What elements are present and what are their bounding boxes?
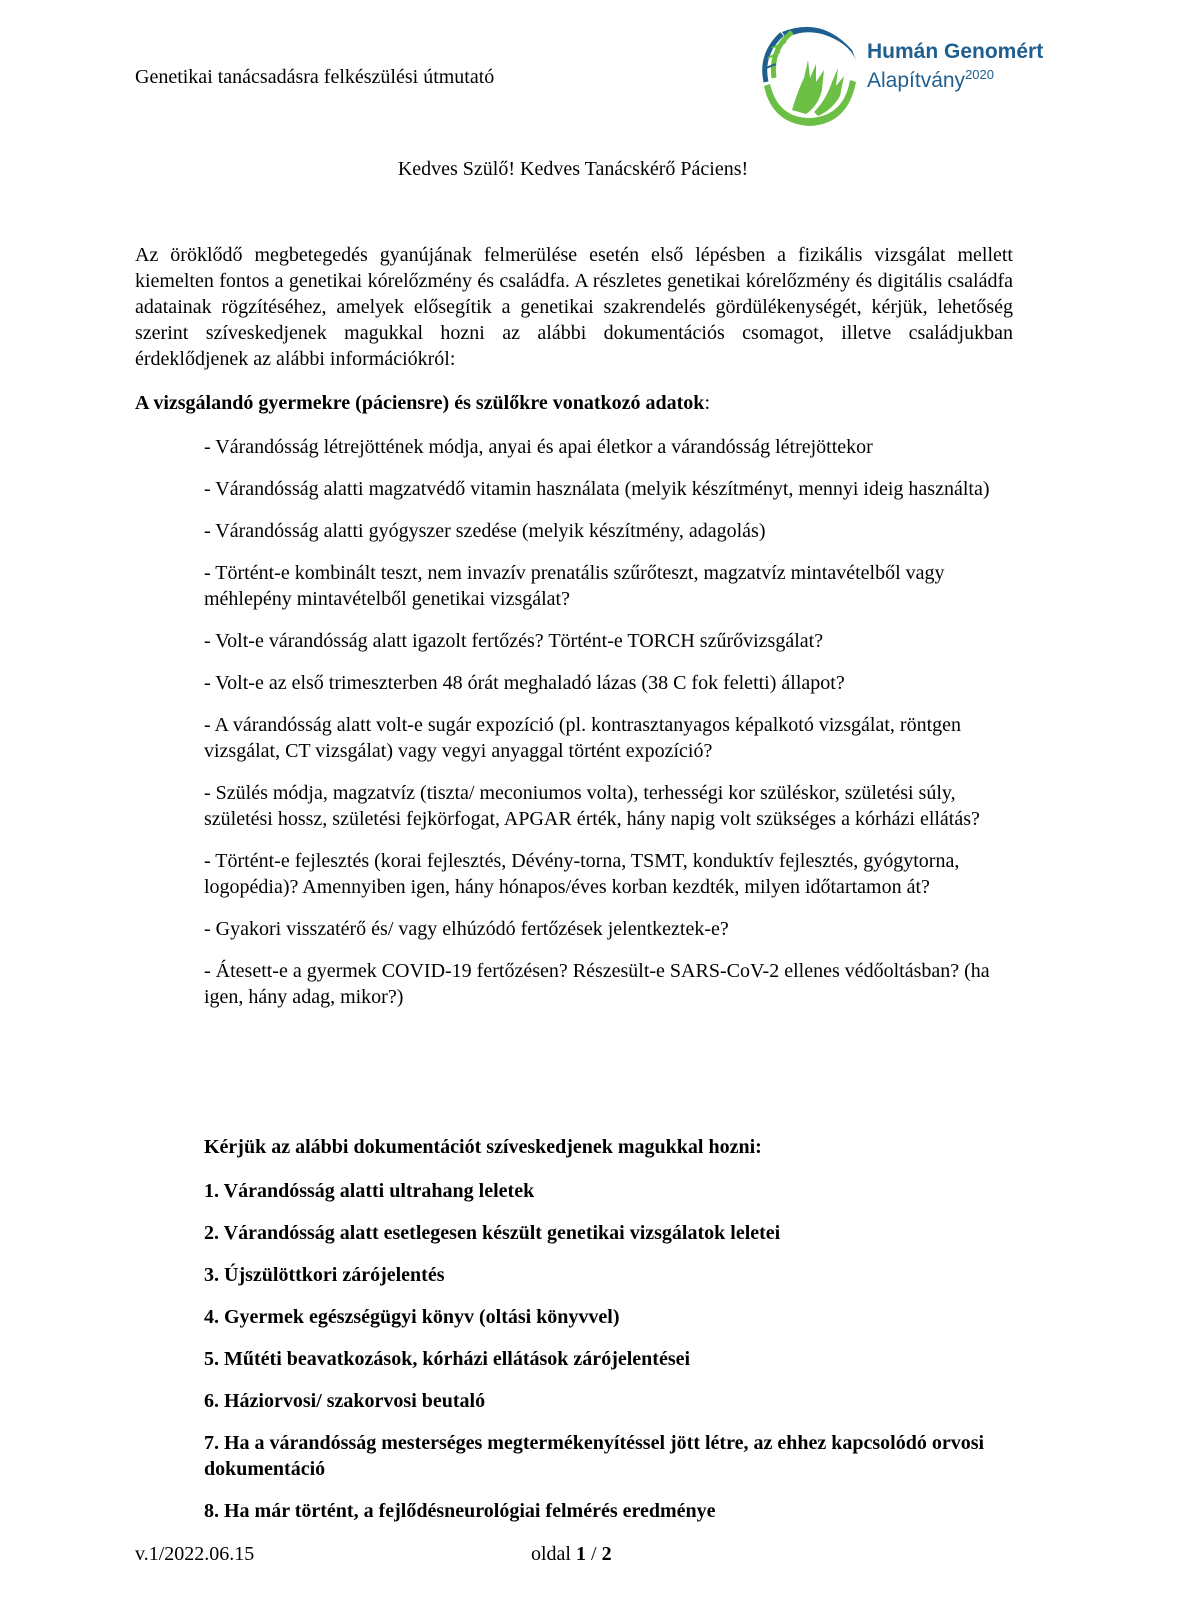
document-item: 6. Háziorvosi/ szakorvosi beutaló	[204, 1390, 486, 1412]
question-list	[204, 434, 1024, 1026]
question-item: - Gyakori visszatérő és/ vagy elhúzódó fertőzések jelentkeztek-e?	[204, 918, 729, 940]
footer-version: v.1/2022.06.15	[135, 1543, 255, 1565]
question-item: - Volt-e várandósság alatt igazolt fertőzés? Történt-e TORCH szűrővizsgálat?	[204, 630, 824, 652]
page-label: oldal	[531, 1543, 571, 1565]
document-item: 1. Várandósság alatti ultrahang leletek	[204, 1180, 535, 1202]
question-item: - Történt-e kombinált teszt, nem invazív prenatális szűrőteszt, magzatvíz mintavételből vagy méhlepény mintavételből genetikai vizsgálat?	[204, 562, 945, 610]
intro-paragraph: Az öröklődő megbetegedés gyanújának felmerülése esetén első lépésben a fizikális vizsgálat mellett kiemelten fontos a genetikai kórelőzmény és családfa. A részletes genetikai kórelőzmény és digitális családfa adatainak rögzítéséhez, amelyek elősegítik a genetikai szakrendelés gördülékenységét, kérjük, lehetőség szerint szíveskedjenek magukkal hozni az alábbi dokumentációs csomagot, illetve családjukban érdeklődjenek az alábbi információkról:	[135, 244, 1013, 370]
question-item: - Történt-e fejlesztés (korai fejlesztés, Dévény-torna, TSMT, konduktív fejlesztés, gyógytorna, logopédia)? Amennyiben igen, hány hónapos/éves korban kezdték, milyen időtartamon át?	[204, 850, 960, 898]
logo-year: 2020	[965, 67, 994, 82]
document-item: 2. Várandósság alatt esetlegesen készült genetikai vizsgálatok leletei	[204, 1222, 781, 1244]
footer-page-number	[531, 1543, 612, 1566]
question-item: - Várandósság létrejöttének módja, anyai és apai életkor a várandósság létrejöttekor	[204, 436, 873, 458]
logo-name-word: Alapítvány	[867, 69, 966, 92]
question-item: - Várandósság alatti gyógyszer szedése (melyik készítmény, adagolás)	[204, 520, 766, 542]
section-heading	[135, 392, 710, 415]
dna-hands-logo-icon	[752, 20, 862, 130]
foundation-logo	[752, 20, 1052, 130]
question-item: - Szülés módja, magzatvíz (tiszta/ meconiumos volta), terhességi kor szüléskor, születési súly, születési hossz, születési fejkörfogat, APGAR érték, hány napig volt szükséges a kórházi ellátás?	[204, 782, 980, 830]
page-separator: /	[586, 1543, 602, 1565]
greeting: Kedves Szülő! Kedves Tanácskérő Páciens!	[397, 158, 749, 180]
document-item: 8. Ha már történt, a fejlődésneurológiai felmérés eredménye	[204, 1500, 716, 1522]
document-item: 3. Újszülöttkori zárójelentés	[204, 1264, 445, 1286]
section-heading-text: A vizsgálandó gyermekre (páciensre) és szülőkre vonatkozó adatok	[135, 392, 705, 414]
documents-list	[204, 1178, 1024, 1540]
documents-heading: Kérjük az alábbi dokumentációt szíveskedjenek magukkal hozni:	[204, 1136, 762, 1158]
page-total: 2	[601, 1543, 612, 1565]
page-current: 1	[576, 1543, 586, 1565]
logo-name-line1: Humán Genomért	[867, 40, 1044, 63]
logo-name-line2	[867, 67, 994, 93]
question-item: - A várandósság alatt volt-e sugár expozíció (pl. kontrasztanyagos képalkotó vizsgálat, röntgen vizsgálat, CT vizsgálat) vagy vegyi anyaggal történt expozíció?	[204, 714, 962, 762]
question-item: - Átesett-e a gyermek COVID-19 fertőzésen? Részesült-e SARS-CoV-2 ellenes védőoltásban? (ha igen, hány adag, mikor?)	[204, 960, 990, 1008]
question-item: - Volt-e az első trimeszterben 48 órát meghaladó lázas (38 C fok feletti) állapot?	[204, 672, 845, 694]
document-header-title: Genetikai tanácsadásra felkészülési útmutató	[135, 66, 495, 88]
section-heading-colon: :	[704, 392, 710, 414]
question-item: - Várandósság alatti magzatvédő vitamin használata (melyik készítményt, mennyi ideig használta)	[204, 478, 990, 500]
document-item: 4. Gyermek egészségügyi könyv (oltási könyvvel)	[204, 1306, 620, 1328]
document-item: 7. Ha a várandósság mesterséges megtermékenyítéssel jött létre, az ehhez kapcsolódó orvosi dokumentáció	[204, 1432, 985, 1480]
document-item: 5. Műtéti beavatkozások, kórházi ellátások zárójelentései	[204, 1348, 691, 1370]
